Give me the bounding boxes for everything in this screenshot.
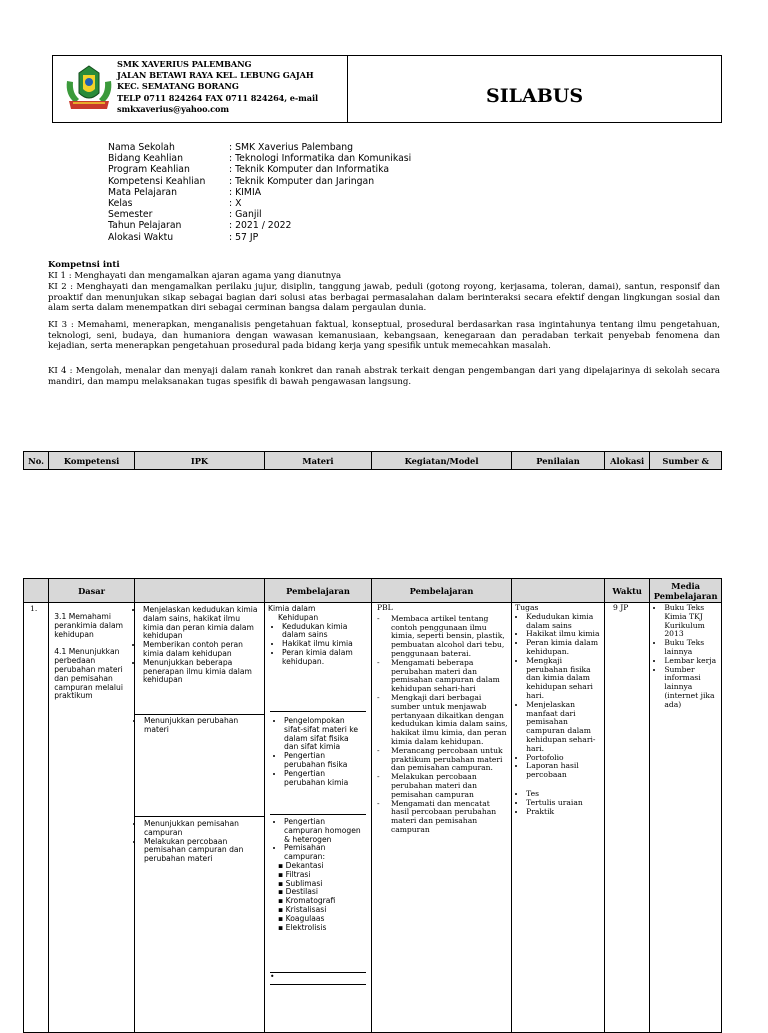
kegiatan-item: - Melakukan percobaan perubahan materi dan pemisahan campuran	[377, 773, 508, 799]
info-value: : SMK Xaverius Palembang	[229, 142, 354, 153]
materi-subitem-text: Dekantasi	[285, 860, 324, 870]
materi-subitem: ▪ Dekantasi	[278, 860, 324, 870]
info-value: : Ganjil	[229, 209, 262, 221]
materi-item: • Pengelompokan sifat-sifat materi ke dalam sifat fisika dan sifat kimia	[284, 717, 364, 752]
kegiatan-text: Mengamati dan mencatat hasil percobaan perubahan materi dan pemisahan campuran	[390, 798, 497, 834]
col-sumber: Sumber &	[650, 452, 722, 470]
address-line-1: JALAN BETAWI RAYA KEL. LEBUNG GAJAH	[117, 70, 314, 80]
row-number: 1.	[24, 603, 49, 1033]
kegiatan-item: - Membaca artikel tentang contoh penggunaan ilmu kimia, seperti bensin, plastik, pembuatan alcohol dari tebu, penggunaan baterai.	[377, 615, 508, 659]
school-name: SMK XAVERIUS PALEMBANG	[117, 59, 252, 69]
materi-subitem: ▪ Kromatografi	[278, 896, 336, 906]
materi-item: • Kedudukan kimia dalam sains	[282, 623, 369, 641]
school-logo-icon	[63, 63, 115, 113]
info-value: : KIMIA	[229, 186, 262, 198]
info-label: Kompetensi Keahlian	[108, 175, 206, 187]
materi-subitem: ▪ Elektrolisis	[278, 922, 327, 932]
ki-3: KI 3 : Memahami, menerapkan, menganalisis pengetahuan faktual, konseptual, prosedural berdasarkan rasa ingintahunya tentang ilmu pengetahuan, teknologi, seni, budaya, dan humaniora dengan wawasan kemanusiaan, kebangsaan, kenegaraan dan peradaban terkait penyebab fenomena dan kejadian, serta menerapkan pengetahuan prosedural pada bidang kerja yang spesifik untuk memecahkan masalah.	[48, 320, 720, 351]
kegiatan-item: - Mengkaji dari berbagai sumber untuk menjawab pertanyaan dikaitkan dengan kedudukan kimia dalam sains, hakikat ilmu kimia, dan peran kimia dalam kehidupan.	[376, 692, 508, 746]
col-penilaian: Penilaian	[512, 452, 605, 470]
materi-group-c	[270, 815, 366, 973]
penilaian-item: • Laporan hasil percobaan	[526, 762, 602, 780]
materi-subitem-text: Kristalisasi	[285, 904, 327, 914]
info-label: Bidang Keahlian	[108, 153, 184, 165]
materi-empty-bullet: •	[270, 973, 366, 985]
penilaian-item: • Peran kimia dalam kehidupan.	[526, 639, 602, 657]
info-label: Program Keahlian	[108, 164, 190, 176]
col2-materi: Pembelajaran	[265, 579, 372, 603]
syllabus-content-table	[23, 578, 722, 1033]
materi-group-b	[270, 711, 366, 815]
col-kegiatan: Kegiatan/Model	[371, 452, 511, 470]
info-value: : Teknologi Informatika dan Komunikasi	[229, 153, 412, 165]
materi-group-a	[265, 603, 371, 711]
col2-kegiatan: Pembelajaran	[371, 579, 511, 603]
materi-subitem: ▪ Filtrasi	[278, 869, 311, 879]
info-label: Nama Sekolah	[108, 142, 175, 153]
ipk-item: • Menjelaskan kedudukan kimia dalam sains, hakikat ilmu kimia dan peran kimia dalam kehidupan	[143, 606, 262, 641]
penilaian-item: • Portofolio	[526, 754, 602, 763]
kegiatan-item: - Mengamati dan mencatat hasil percobaan perubahan materi dan pemisahan campuran	[377, 800, 508, 835]
col2-media: Media Pembelajaran	[650, 579, 722, 603]
materi-subitem-text: Destilasi	[285, 887, 319, 897]
info-value: : Teknik Komputer dan Informatika	[229, 164, 390, 176]
col-kompetensi: Kompetensi	[49, 452, 135, 470]
penilaian-item: • Praktik	[526, 808, 602, 817]
penilaian-item: • Kedudukan kimia dalam sains	[526, 613, 602, 631]
sumber-item: • Buku Teks Kimia TKJ Kurikulum 2013	[664, 604, 719, 639]
sumber-cell	[650, 603, 722, 1033]
info-label: Semester	[108, 209, 153, 221]
info-value: : 57 JP	[229, 231, 259, 243]
info-label: Mata Pelajaran	[108, 186, 177, 198]
col-no: No.	[24, 452, 49, 470]
col2-waktu: Waktu	[604, 579, 649, 603]
materi-subitem-text: Filtrasi	[285, 869, 311, 879]
penilaian-item: • Tertulis uraian	[526, 799, 602, 808]
info-values	[229, 142, 411, 243]
penilaian-item: • Hakikat ilmu kimia	[526, 630, 602, 639]
penilaian-item: • Menjelaskan manfaat dari pemisahan campuran dalam kehidupan sehari-hari.	[526, 701, 602, 754]
col-ipk: IPK	[134, 452, 264, 470]
info-value: : Teknik Komputer dan Jaringan	[229, 175, 375, 187]
kegiatan-title: PBL	[376, 603, 393, 612]
penilaian-item: • Tes	[526, 790, 602, 799]
kegiatan-text: Melakukan percobaan perubahan materi dan pemisahan campuran	[390, 772, 477, 799]
materi-item: • Pemisahan campuran:	[284, 844, 364, 862]
materi-subitem: ▪ Sublimasi	[278, 878, 323, 888]
kd-3-1: 3.1 Memahami perankimia dalam kehidupan	[54, 612, 123, 639]
kegiatan-text: Membaca artikel tentang contoh penggunaan ilmu kimia, seperti bensin, plastik, pembuatan alcohol dari tebu, penggunaan baterai.	[390, 613, 505, 658]
info-label: Tahun Pelajaran	[108, 220, 182, 232]
materi-item: • Pengertian perubahan kimia	[284, 770, 364, 788]
materi-item: • Pengertian campuran homogen & heterogen	[284, 818, 364, 844]
info-label: Kelas	[108, 198, 133, 210]
kegiatan-item: - Mengamati beberapa perubahan materi dan pemisahan campuran dalam kehidupan sehari-hari	[377, 659, 508, 694]
ipk-item: • Menunjukkan pemisahan campuran	[144, 820, 261, 838]
col2-dasar: Dasar	[49, 579, 135, 603]
materi-item: • Hakikat ilmu kimia	[282, 640, 369, 649]
ipk-group-b	[135, 715, 264, 817]
address-line-2: KEC. SEMATANG BORANG	[117, 81, 239, 91]
table-row	[24, 603, 722, 1033]
ipk-item: • Menunjukkan beberapa penerapan ilmu kimia dalam kehidupan	[143, 659, 262, 685]
info-value: : 2021 / 2022	[229, 220, 292, 232]
ipk-item: • Menunjukkan perubahan materi	[144, 717, 261, 735]
materi-subitem-text: Elektrolisis	[285, 922, 327, 932]
ki-2: KI 2 : Menghayati dan mengamalkan perilaku jujur, disiplin, tanggung jawab, peduli (gotong royong, kerjasama, toleran, damai), santun, responsif dan proaktif dan menunjukan sikap sebagai bagian dari solusi atas berbagai permasalahan dalam berinteraksi secara efektif dengan lingkungan sosial dan alam serta dalam menempatkan diri sebagai cerminan bangsa dalam pergaulan dunia.	[48, 282, 720, 313]
materi-title: Kimia dalam	[268, 604, 316, 613]
sumber-item: • Sumber informasi lainnya (internet jika ada)	[664, 666, 719, 710]
document-title: SILABUS	[486, 85, 584, 107]
materi-subitem: ▪ Koagulaas	[278, 913, 325, 923]
ki-4: KI 4 : Mengolah, menalar dan menyaji dalam ranah konkret dan ranah abstrak terkait dengan pengembangan dari yang dipelajarinya di sekolah secara mandiri, dan mampu melaksanakan tugas spesifik di bawah pengawasan langsung.	[48, 366, 720, 387]
email-line: smkxaverius@yahoo.com	[117, 104, 229, 114]
ki-1: KI 1 : Menghayati dan mengamalkan ajaran agama yang dianutnya	[48, 271, 342, 281]
sumber-item: • Lembar kerja	[664, 657, 719, 666]
materi-subitem-text: Koagulaas	[285, 913, 325, 923]
penilaian-item: • Mengkaji perubahan fisika dan kimia dalam kehidupan sehari hari.	[526, 657, 602, 701]
col-alokasi: Alokasi	[604, 452, 649, 470]
info-label: Alokasi Waktu	[108, 231, 174, 243]
ipk-cell	[134, 603, 264, 1033]
col2-ipk	[134, 579, 264, 603]
info-value: : X	[229, 198, 242, 210]
materi-subitem: ▪ Kristalisasi	[278, 904, 327, 914]
materi-item: • Pengertian perubahan fisika	[284, 752, 364, 770]
penilaian-title: Tugas	[515, 603, 539, 612]
materi-subitem: ▪ Destilasi	[278, 887, 319, 897]
col2-no	[24, 579, 49, 603]
kegiatan-text: Mengamati beberapa perubahan materi dan pemisahan campuran dalam kehidupan sehari-hari	[390, 657, 500, 694]
col-materi: Materi	[265, 452, 372, 470]
kegiatan-list	[377, 615, 508, 835]
alokasi-waktu: 9 JP	[604, 603, 649, 1033]
ipk-item: • Memberikan contoh peran kimia dalam kehidupan	[143, 641, 262, 659]
materi-item: • Peran kimia dalam kehidupan.	[282, 649, 369, 667]
header-divider	[347, 56, 348, 122]
kd-4-1: 4.1 Menunjukkan perbedaan perubahan materi dan pemisahan campuran melalui praktikum	[54, 647, 123, 701]
kegiatan-item: - Merancang percobaan untuk praktikum perubahan materi dan pemisahan campuran.	[377, 747, 508, 773]
materi-cell	[265, 603, 372, 1033]
materi-subitem-text: Kromatografi	[285, 896, 336, 906]
sumber-item: • Buku Teks lainnya	[664, 639, 719, 657]
kegiatan-text: Merancang percobaan untuk praktikum perubahan materi dan pemisahan campuran.	[390, 745, 503, 773]
syllabus-header-table	[23, 451, 722, 470]
kegiatan-text: Mengkaji dari berbagai sumber untuk menjawab pertanyaan dikaitkan dengan kedudukan kimia dalam sains, hakikat ilmu kimia, dan peran kimia dalam kehidupan.	[390, 692, 508, 746]
info-labels	[108, 142, 205, 243]
ipk-group-c	[135, 817, 264, 864]
col2-penilaian	[512, 579, 605, 603]
ki-heading: Kompetnsi inti	[48, 260, 120, 270]
letterhead	[52, 55, 722, 123]
kegiatan-cell	[371, 603, 511, 1033]
materi-subitem-text: Sublimasi	[285, 878, 323, 888]
materi-sublist	[270, 862, 364, 932]
kd-cell	[49, 603, 135, 1033]
ipk-group-a	[134, 603, 265, 715]
phone-line: TELP 0711 824264 FAX 0711 824264, e-mail	[117, 93, 318, 103]
penilaian-cell	[512, 603, 605, 1033]
ipk-item: • Melakukan percobaan pemisahan campuran dan perubahan materi	[144, 838, 261, 864]
materi-subtitle: Kehidupan	[278, 612, 319, 622]
